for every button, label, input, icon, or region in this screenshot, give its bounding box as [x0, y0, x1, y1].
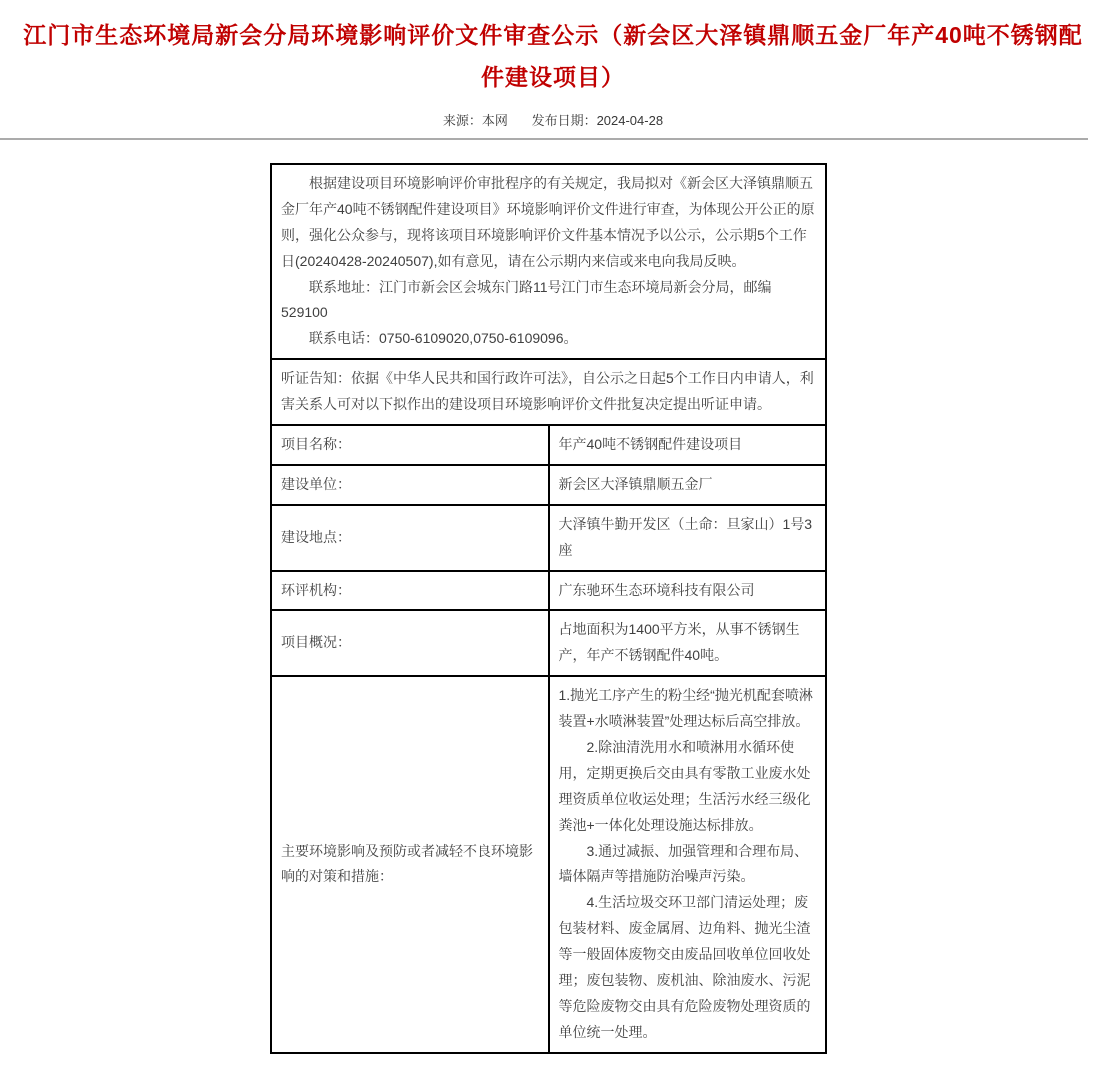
hearing-notice-text: 听证告知：依据《中华人民共和国行政许可法》，自公示之日起5个工作日内申请人，利害关系人可对以下拟作出的建设项目环境影响评价文件批复决定提出听证申请。 — [281, 370, 814, 413]
page-title: 江门市生态环境局新会分局环境影响评价文件审查公示（新会区大泽镇鼎顺五金厂年产40吨不锈钢配件建设项目） — [23, 22, 1083, 90]
measures-item-3: 3.通过减振、加强管理和合理布局、墙体隔声等措施防治噪声污染。 — [558, 842, 809, 885]
row-label: 建设地点： — [271, 505, 549, 571]
row-value: 广东驰环生态环境科技有限公司 — [549, 571, 827, 611]
row-label: 项目名称： — [271, 425, 549, 465]
intro-row — [271, 164, 826, 359]
hearing-notice-row — [271, 359, 826, 425]
table-row-measures — [271, 676, 826, 1052]
hearing-notice-cell — [271, 359, 826, 425]
table-row-project-overview — [271, 610, 826, 676]
source-label: 来源：本网 — [442, 113, 508, 128]
announcement-table — [270, 163, 827, 1054]
table-row-project-name — [271, 425, 826, 465]
row-value: 新会区大泽镇鼎顺五金厂 — [549, 465, 827, 505]
contact-phone-line: 联系电话：0750-6109020,0750-6109096。 — [309, 330, 578, 347]
article-meta — [0, 110, 1106, 129]
intro-cell — [271, 164, 826, 359]
row-label: 环评机构： — [271, 571, 549, 611]
contact-address-line: 联系地址：江门市新会区会城东门路11号江门市生态环境局新会分局，邮编529100 — [281, 278, 772, 321]
header-divider — [0, 138, 1088, 140]
measures-item-4: 4.生活垃圾交环卫部门清运处理；废包装材料、废金属屑、边角料、抛光尘渣等一般固体废物交由废品回收单位回收处理；废包装物、废机油、除油废水、污泥等危险废物交由具有危险废物处理资质的单位统一处理。 — [558, 894, 811, 1040]
measures-cell — [549, 676, 827, 1052]
row-label: 项目概况： — [271, 610, 549, 676]
table-row-construction-site — [271, 505, 826, 571]
announcement-table-wrapper — [270, 163, 1106, 1054]
intro-paragraph: 根据建设项目环境影响评价审批程序的有关规定，我局拟对《新会区大泽镇鼎顺五金厂年产40吨不锈钢配件建设项目》环境影响评价文件进行审查，为体现公开公正的原则，强化公众参与，现将该项目环境影响评价文件基本情况予以公示，公示期5个工作日(20240428-20240507),如有意见，请在公示期内来信或来电向我局反映。 — [281, 175, 815, 269]
row-label: 建设单位： — [271, 465, 549, 505]
publish-date-label: 发布日期：2024-04-28 — [531, 113, 664, 128]
measures-item-1: 1.抛光工序产生的粉尘经“抛光机配套喷淋装置+水喷淋装置”处理达标后高空排放。 — [558, 687, 813, 730]
table-row-eia-agency — [271, 571, 826, 611]
row-value: 大泽镇牛勤开发区（土命：旦家山）1号3座 — [549, 505, 827, 571]
row-value: 年产40吨不锈钢配件建设项目 — [549, 425, 827, 465]
measures-label: 主要环境影响及预防或者减轻不良环境影响的对策和措施： — [271, 676, 549, 1052]
measures-item-2: 2.除油清洗用水和喷淋用水循环使用，定期更换后交由具有零散工业废水处理资质单位收运处理；生活污水经三级化粪池+一体化处理设施达标排放。 — [558, 739, 811, 833]
row-value: 占地面积为1400平方米，从事不锈钢生产，年产不锈钢配件40吨。 — [549, 610, 827, 676]
table-row-construction-unit — [271, 465, 826, 505]
